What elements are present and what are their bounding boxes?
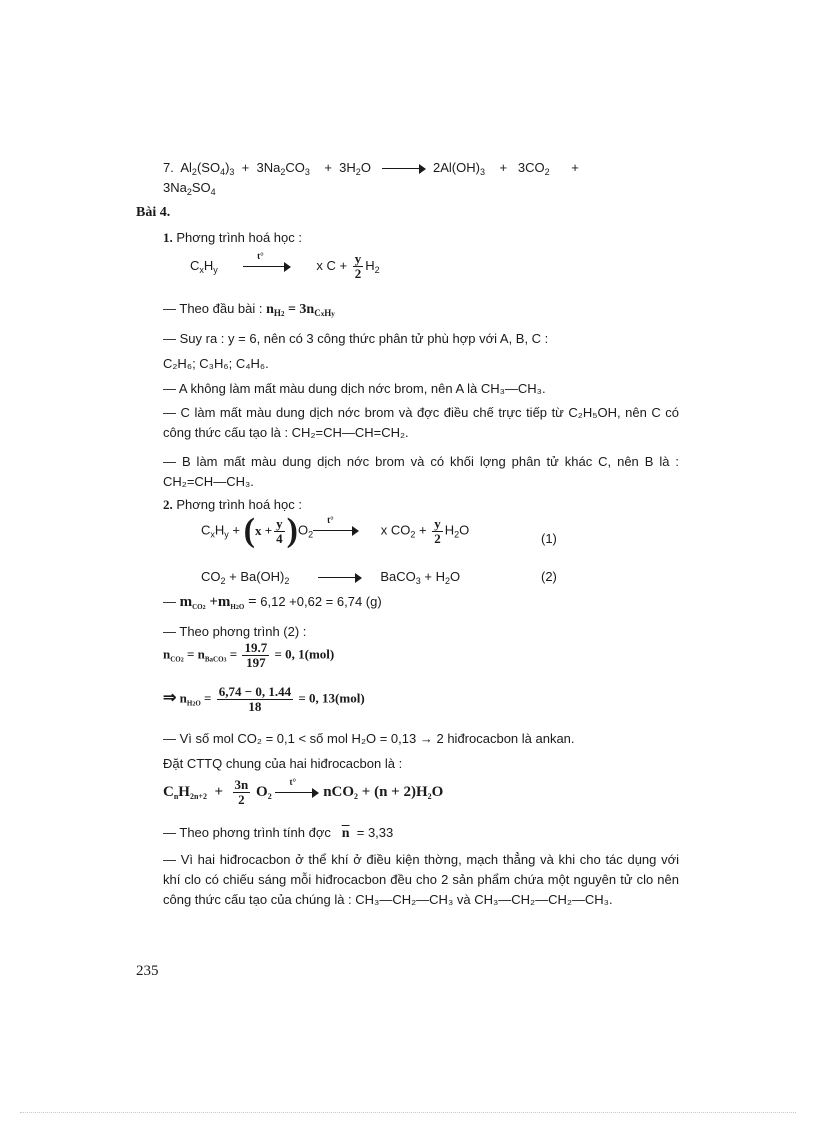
equation-tag-1: (1) (541, 531, 557, 546)
part1-line5: — C làm mất màu dung dịch nớc brom và đợc điều chế trực tiếp từ C₂H₅OH, nên C có công thức cấu tạo là : CH₂=CH—CH=CH₂. (163, 405, 679, 440)
equation-7-cont: $3Na_2SO_4$ (163, 180, 216, 197)
part2-theo-n: — Theo phơng trình tính đợc $\overline{n} = 3,33$ (163, 825, 394, 841)
part2-heading: 2. Phơng trình hoá học : (163, 497, 302, 512)
part2-vi-so-mol: — Vì số mol CO₂ = 0,1 < số mol H₂O = 0,13 → 2 hiđrocacbon là ankan. (163, 731, 575, 746)
mass-sum-line: — $m_{CO2} +m_{H2O} = 6,12 +0,62 = 6,74$ (g) (163, 594, 382, 611)
part1-line2: — Suy ra : y = 6, nên có 3 công thức phân tử phù hợp với A, B, C : (163, 331, 549, 346)
reaction-arrow (318, 573, 362, 583)
footer-divider (20, 1112, 796, 1113)
equation-7: 7. $Al_2(SO_4)_3 + 3Na_2CO_3$ + $3H_2O$ $2Al(OH)_3$ + $3CO_2$ + (163, 160, 579, 177)
part2-dat: Đặt CTTQ chung của hai hiđrocacbon là : (163, 756, 403, 771)
part1-heading: 1. Phơng trình hoá học : (163, 230, 302, 245)
part1-equation: $C_xH_y$ t° x C + $\frac{y}{2}$ $H_2$ (190, 250, 380, 281)
part2-equation-1: $C_xH_y + (x$ + $\frac{y}{4}$ )$O_2$ t° x $CO_2$ + $\frac{y}{2}$ $H_2O$ (201, 512, 470, 549)
calc-nco2: $n_{CO2} = n_{BaCO3}$ = $\frac{19.7}{197}$ = 0, 1(mol) (163, 640, 335, 670)
part1-line4: — A không làm mất màu dung dịch nớc brom, nên A là CH₃—CH₃. (163, 381, 546, 396)
page-number: 235 (136, 963, 159, 979)
equation-tag-2: (2) (541, 569, 557, 584)
calc-nh2o: ⇒ $n_{H2O}$ = $\frac{6,74 - 0, 1.44}{18}$ = 0, 13(mol) (163, 684, 365, 714)
part1-line1: — Theo đầu bài : $n_{H2} = 3n_{CxHy}$ (163, 301, 335, 318)
part1-line6: — B làm mất màu dung dịch nớc brom và có khối lợng phân tử khác C, nên B là : CH₂=CH—CH₃. (163, 454, 679, 489)
reaction-arrow (382, 164, 426, 174)
section-title: Bài 4. (136, 205, 171, 220)
reaction-arrow: t° (243, 262, 291, 272)
general-equation: $C_nH_{2n+2}$ + $\frac{3n}{2}$ $O_2$ t° $nCO_2 + (n + 2)H_2O$ (163, 776, 444, 807)
part1-line3: C₂H₆; C₃H₆; C₄H₆. (163, 356, 269, 371)
reaction-arrow: t° (313, 526, 359, 536)
part2-theo2: — Theo phơng trình (2) : (163, 624, 307, 639)
reaction-arrow: t° (275, 788, 319, 798)
part2-last-paragraph: — Vì hai hiđrocacbon ở thể khí ở điều kiện thờng, mạch thẳng và khi cho tác dụng với khí clo có chiếu sáng mỗi hiđrocacbon đều cho 2 sản phẩm chứa một nguyên tử clo nên công thức cấu tạo của chúng là : CH₃—CH₂—CH₃ và CH₃—CH₂—CH₂—CH₃. (163, 852, 679, 907)
part2-equation-2: $CO_2 + Ba(OH)_2$ BaCO$_3$ + $H_2O$ (201, 569, 461, 586)
